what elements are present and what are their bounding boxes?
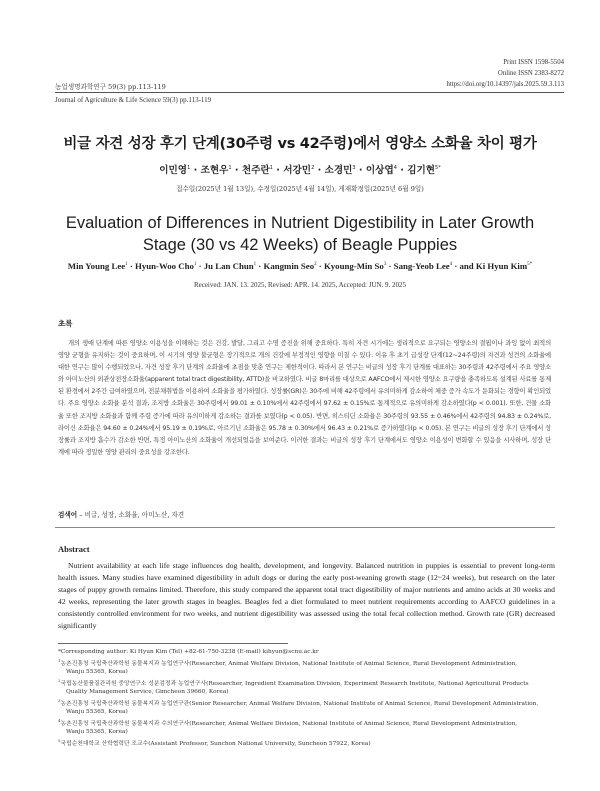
- author-name: 이민영: [159, 165, 188, 176]
- author-affiliation-mark: 1: [269, 164, 273, 171]
- author-affiliation-mark: 1: [187, 164, 191, 171]
- footnote-5-text: 국립순천대학교 산학협력단 조교수(Assistant Professor, Sunchon National University, Suncheon 57922, Korea): [60, 740, 371, 747]
- keywords-list: – 비글, 성장, 소화율, 아미노산, 자견: [77, 511, 185, 519]
- author-separator: ·: [190, 165, 201, 176]
- author-separator: · and: [452, 261, 476, 271]
- author-separator: ·: [127, 261, 135, 271]
- footnote-4-text: 농촌진흥청 국립축산과학원 동물복지과 수의연구사(Researcher, Animal Welfare Division, National Institute of Animal Science, Rural Development Administration,: [60, 720, 518, 727]
- abstract-ko-heading: 초록: [58, 319, 73, 328]
- doi-link[interactable]: https://doi.org/10.14397/jals.2025.59.3.113: [446, 81, 564, 88]
- author-separator: ·: [396, 165, 408, 176]
- author-separator: ·: [272, 165, 284, 176]
- author-name: 조현우: [200, 165, 229, 176]
- footnote-corresponding: *Corresponding author: Ki Hyun Kim (Tel) +82-61-750-3238 (E-mail) kihyun@scnu.ac.kr: [58, 649, 319, 655]
- footnote-5: $^5$국립순천대학교 산학협력단 조교수(Assistant Professor, Sunchon National University, Suncheon 57922, Korea): [58, 738, 371, 747]
- author-separator: ·: [316, 261, 324, 271]
- author-separator: ·: [386, 261, 394, 271]
- print-issn: Print ISSN 1598-5504: [503, 59, 564, 66]
- author-affiliation-mark: 3: [383, 262, 387, 268]
- footnote-1-cont: Wanju 55365, Korea): [66, 668, 128, 675]
- author-affiliation-mark: 4: [449, 262, 453, 268]
- author-affiliation-mark: 5*: [527, 262, 533, 268]
- title-en: [0, 212, 600, 256]
- title-en-line2: Stage (30 vs 42 Weeks) of Beagle Puppies: [142, 236, 458, 254]
- abstract-ko-body: 개의 생애 단계에 따른 영양소 이용성을 이해하는 것은 건강, 발달, 그리고 수명 증진을 위해 중요하다. 특히 자견 시기에는 생리적으로 요구되는 영양소의 결핍이나 과잉 없이 최적의 영양 균형을 유지하는 것이 중요하며, 이 시기의 영양 불균형은 장기적으로 개의 건강에 부정적인 영향을 미칠 수 있다. 이유 후 초기 급성장 단계(12~24주령)의 자견과 성견의 소화율에 대한 연구는 많이 수행되었으나, 자견 성장 후기 단계의 소화율에 초점을 맞춘 연구는 제한적이다. 따라서 본 연구는 비글의 성장 후기 단계를 대표하는 30주령과 42주령에서 주요 영양소와 아미노산의 외관상전장소화율(apparent total tract digestibility, ATTD)을 비교하였다. 비글 8마리를 대상으로 AAFCO에서 제시한 영양소 요구량을 충족하도록 설계된 사료를 통제된 환경에서 2주간 급여하였으며, 전분채취법을 이용하여 소화율을 평가하였다. 성장률(GR)은 30주에 비해 42주령에서 유의미하게 감소하여 체중 증가 속도가 둔화되는 경향이 확인되었다. 주요 영양소 소화율 분석 결과, 조지방 소화율은 30주령에서 99.01 ± 0.10%에서 42주령에서 97.62 ± 0.15%로 통계적으로 유의미하게 감소하였다(p < 0.001). 또한, 건물 소화율 또한 조지방 소화율과 함께 주령 증가에 따라 유의미하게 감소하는 결과를 보였다(p < 0.05). 반면, 히스티딘 소화율은 30주령의 93.55 ± 0.46%에서 42주령의 94.83 ± 0.24%로, 라이신 소화율은 94.60 ± 0.24%에서 95.19 ± 0.19%로, 아르기닌 소화율은 95.78 ± 0.30%에서 96.43 ± 0.21%로 증가하였다(p < 0.05). 본 연구는 비글의 성장 후기 단계에서 성장률과 조지방 흡수가 감소한 반면, 특정 아미노산의 소화율이 개선되었음을 보여준다. 이러한 결과는 비글의 성장 후기 단계에서도 영양소 이용성이 변화할 수 있음을 시사하며, 성장 단계에 따라 정밀한 영양 관리의 중요성을 강조한다.: [58, 340, 551, 456]
- author-name: Min Young Lee: [67, 261, 126, 271]
- authors-ko-list: [159, 165, 440, 176]
- dates-en: Received: JAN. 13. 2025, Revised: APR. 14. 2025, Accepted: JUN. 9. 2025: [193, 281, 407, 289]
- author-separator: ·: [196, 261, 204, 271]
- footnote-3-text: 농촌진흥청 국립축산과학원 동물복지과 농업연구관(Senior Researcher, Animal Welfare Division, National Institute of Animal Science, Rural Development Administration,: [60, 700, 539, 707]
- footnote-1-text: 농촌진흥청 국립축산과학원 동물복지과 농업연구사(Researcher, Animal Welfare Division, National Institute of Animal Science, Rural Development Administration,: [60, 660, 518, 667]
- journal-ko: 농업생명과학연구 59(3) pp.113-119: [55, 83, 166, 91]
- abstract-en-heading: Abstract: [58, 544, 90, 554]
- dates-ko: 접수일(2025년 1월 13일), 수정일(2025년 4월 14일), 게재확정일(2025년 6월 9일): [176, 185, 424, 193]
- abstract-en-body: Nutrient availability at each life stage influences dog health, development, and longevity. Balanced nutrition in puppies is essential to prevent long-term health issues. Many studies have examined digestibility in adult dogs or during the early post-weaning growth stage (12~24 weeks), but research on the later stages of puppy growth remains limited. Therefore, this study compared the apparent total tract digestibility of major nutrients and amino acids at 30 weeks and 42 weeks, representing the later growth stages in beagles. Beagles fed a diet formulated to meet nutrient requirements according to AAFCO guidelines in a consistently controlled environment for two weeks, and nutrient digestibility was assessed using the total fecal collection method. Growth rate (GR) decreased significantly: [58, 561, 555, 631]
- author-affiliation-mark: 2: [311, 164, 315, 171]
- author-name: Ju Lan Chun: [203, 261, 254, 271]
- footnote-2-text: 국립농산물품질관리원 중앙연구소 성분검정과 농업연구사(Researcher, Ingredient Examination Division, Experiment Research Institute, National Agricultural Products: [60, 680, 529, 687]
- author-affiliation-mark: 1: [253, 262, 257, 268]
- author-name: Kyoung-Min So: [323, 261, 384, 271]
- author-name: Hyun-Woo Cho: [135, 261, 194, 271]
- author-name: Sang-Yeob Lee: [393, 261, 450, 271]
- author-affiliation-mark: 1: [125, 262, 128, 268]
- footnote-4-cont: Wanju 55365, Korea): [66, 728, 128, 735]
- author-name: Ki Hyun Kim: [475, 261, 528, 271]
- author-affiliation-mark: 3: [352, 164, 356, 171]
- section-divider: [55, 527, 555, 528]
- author-separator: ·: [256, 261, 264, 271]
- header-rule: [55, 92, 564, 93]
- author-name: Kangmin Seo: [263, 261, 315, 271]
- footnote-rule: [58, 643, 288, 644]
- author-separator: ·: [314, 165, 325, 176]
- authors-en: [0, 261, 600, 271]
- keywords-label: 검색어: [58, 511, 78, 519]
- author-name: 김기현: [407, 165, 436, 176]
- author-name: 소경민: [324, 165, 353, 176]
- author-affiliation-mark: 2: [314, 262, 317, 268]
- author-name: 이상엽: [365, 165, 394, 176]
- footnote-2: $^2$국립농산물품질관리원 중앙연구소 성분검정과 농업연구사(Researcher, Ingredient Examination Division, Experiment Research Institute, National Agricultural Products Quality Management Service, Gimcheon 39660, Korea): [58, 677, 555, 696]
- author-separator: ·: [355, 165, 366, 176]
- author-affiliation-mark: 1: [228, 164, 232, 171]
- author-name: 서강민: [283, 165, 312, 176]
- author-affiliation-mark: 1: [193, 262, 197, 268]
- author-name: 천주란: [241, 165, 270, 176]
- footnote-2-cont: Quality Management Service, Gimcheon 39660, Korea): [66, 688, 229, 695]
- title-ko: 비글 자견 성장 후기 단계(30주령 vs 42주령)에서 영양소 소화율 차이 평가: [63, 136, 537, 152]
- journal-en: Journal of Agriculture & Life Science 59(3) pp.113-119: [55, 96, 212, 104]
- author-separator: ·: [231, 165, 242, 176]
- keywords: [58, 509, 184, 519]
- authors-en-list: [68, 261, 532, 271]
- author-affiliation-mark: 5*: [435, 164, 441, 171]
- title-en-line1: Evaluation of Differences in Nutrient Digestibility in Later Growth: [65, 214, 535, 232]
- footnote-3-cont: Wanju 55365, Korea): [66, 708, 128, 715]
- authors-ko: [0, 162, 600, 176]
- author-affiliation-mark: 4: [393, 164, 397, 171]
- footnote-3: $^3$농촌진흥청 국립축산과학원 동물복지과 농업연구관(Senior Researcher, Animal Welfare Division, National Institute of Animal Science, Rural Development Administration, Wanju 55365, Korea): [58, 697, 555, 716]
- footnote-1: $^1$농촌진흥청 국립축산과학원 동물복지과 농업연구사(Researcher, Animal Welfare Division, National Institute of Animal Science, Rural Development Administration, Wanju 55365, Korea): [58, 657, 555, 676]
- online-issn: Online ISSN 2383-8272: [497, 70, 564, 77]
- footnote-4: $^4$농촌진흥청 국립축산과학원 동물복지과 수의연구사(Researcher, Animal Welfare Division, National Institute of Animal Science, Rural Development Administration, Wanju 55365, Korea): [58, 717, 555, 736]
